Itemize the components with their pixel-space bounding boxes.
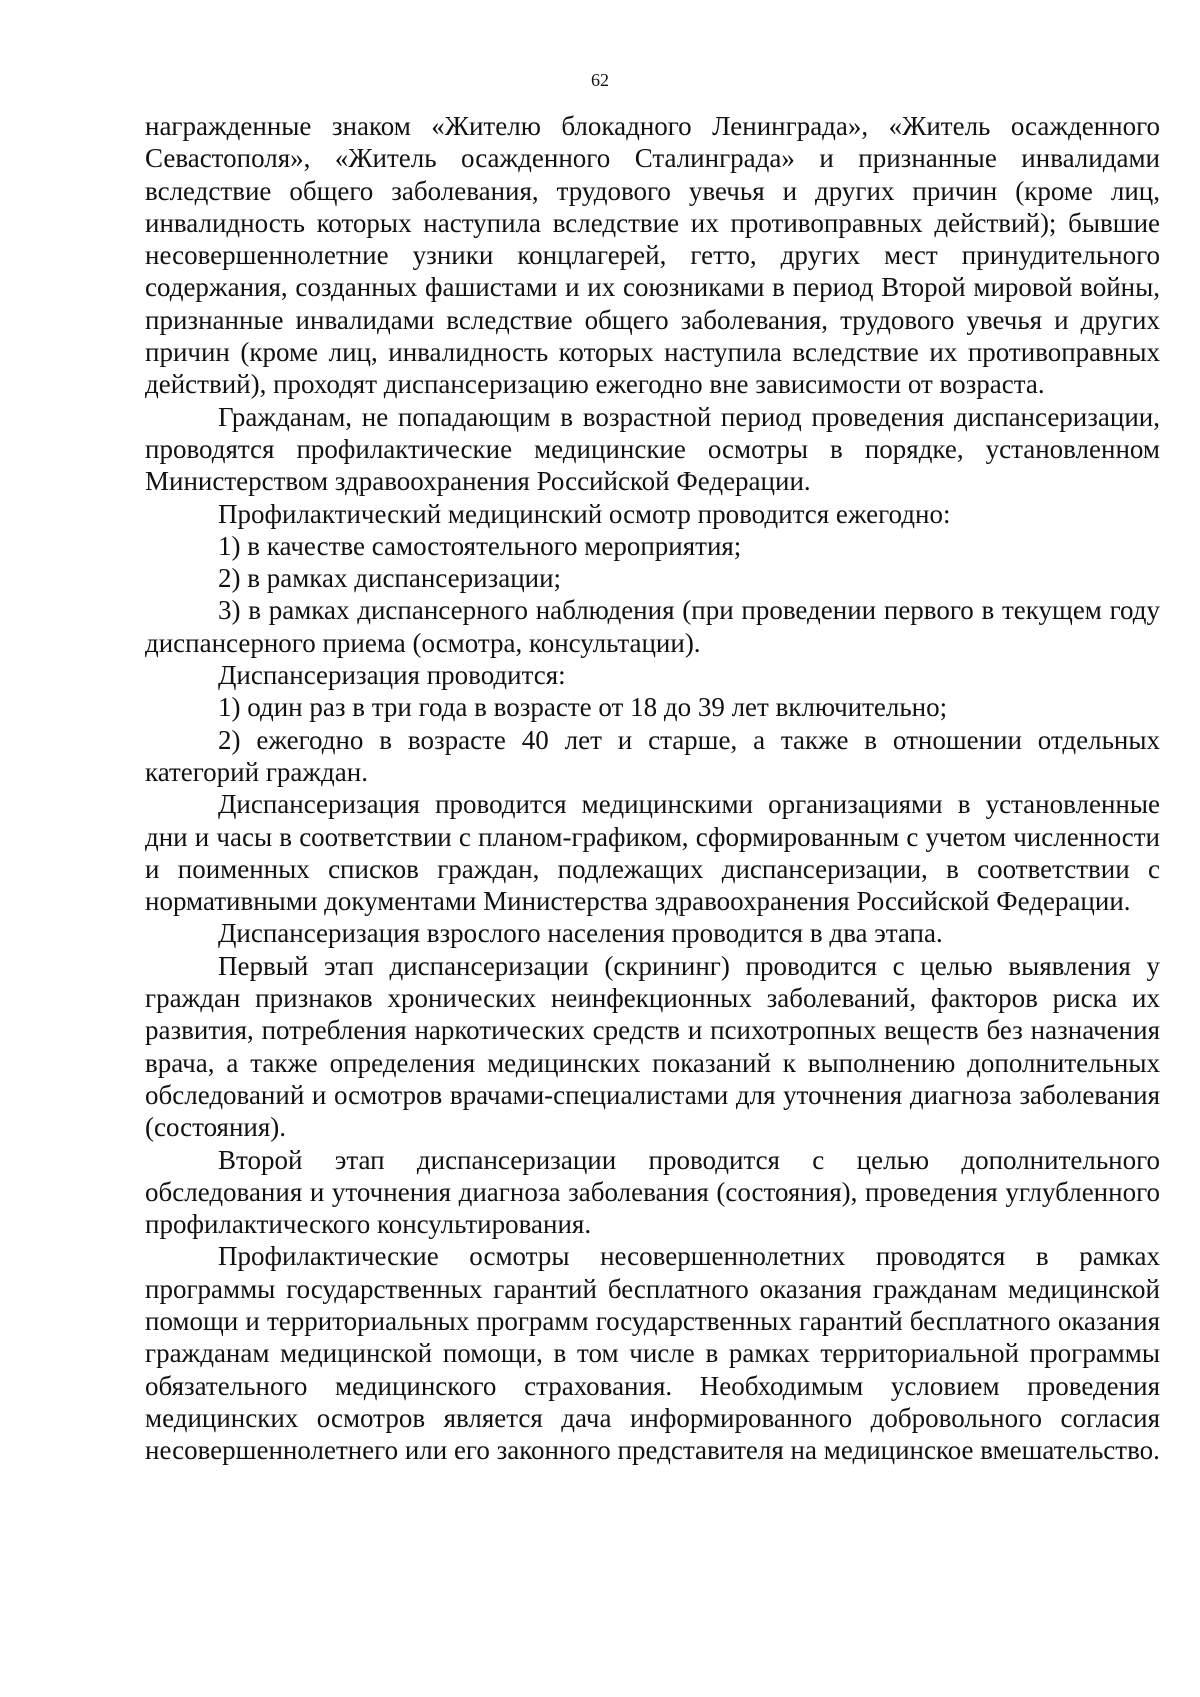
paragraph: Диспансеризация взрослого населения проводится в два этапа. <box>218 918 943 949</box>
page-number: 62 <box>591 70 609 90</box>
list-item: 2) в рамках диспансеризации; <box>218 563 562 594</box>
paragraph: Диспансеризация проводится медицинскими организациями в установленные дни и часы в соответствии с планом-графиком, сформированным с учетом численности и поименных списков граждан, подлежащих диспансеризации, в соответствии с нормативными документами Министерства здравоохранения Российской Федерации. <box>145 789 1160 917</box>
paragraph: Диспансеризация проводится: <box>218 660 566 691</box>
paragraph: Первый этап диспансеризации (скрининг) проводится с целью выявления у граждан признаков хронических неинфекционных заболеваний, факторов риска их развития, потребления наркотических средств и психотропных веществ без назначения врача, а также определения медицинских показаний к выполнению дополнительных обследований и осмотров врачами-специалистами для уточнения диагноза заболевания (состояния). <box>145 950 1160 1143</box>
list-item: 1) один раз в три года в возрасте от 18 до 39 лет включительно; <box>218 692 948 723</box>
document-body <box>145 110 1160 1466</box>
paragraph: награжденные знаком «Жителю блокадного Ленинграда», «Житель осажденного Севастополя», «Житель осажденного Сталинграда» и признанные инвалидами вследствие общего заболевания, трудового увечья и других причин (кроме лиц, инвалидность которых наступила вследствие их противоправных действий); бывшие несовершеннолетние узники концлагерей, гетто, других мест принудительного содержания, созданных фашистами и их союзниками в период Второй мировой войны, признанные инвалидами вследствие общего заболевания, трудового увечья и других причин (кроме лиц, инвалидность которых наступила вследствие их противоправных действий), проходят диспансеризацию ежегодно вне зависимости от возраста. <box>145 111 1160 400</box>
list-item: 1) в качестве самостоятельного мероприятия; <box>218 530 742 561</box>
paragraph: Профилактические осмотры несовершеннолетних проводятся в рамках программы государственных гарантий бесплатного оказания гражданам медицинской помощи и территориальных программ государственных гарантий бесплатного оказания гражданам медицинской помощи, в том числе в рамках территориальной программы обязательного медицинского страхования. Необходимым условием проведения медицинских осмотров является дача информированного добровольного согласия несовершеннолетнего или его законного представителя на медицинское вмешательство. <box>145 1241 1160 1466</box>
paragraph: Гражданам, не попадающим в возрастной период проведения диспансеризации, проводятся профилактические медицинские осмотры в порядке, установленном Министерством здравоохранения Российской Федерации. <box>145 401 1160 497</box>
list-item: 2) ежегодно в возрасте 40 лет и старше, а также в отношении отдельных категорий граждан. <box>145 724 1160 787</box>
list-item: 3) в рамках диспансерного наблюдения (при проведении первого в текущем году диспансерного приема (осмотра, консультации). <box>145 595 1160 658</box>
paragraph: Профилактический медицинский осмотр проводится ежегодно: <box>218 498 951 529</box>
paragraph: Второй этап диспансеризации проводится с целью дополнительного обследования и уточнения диагноза заболевания (состояния), проведения углубленного профилактического консультирования. <box>145 1144 1160 1240</box>
